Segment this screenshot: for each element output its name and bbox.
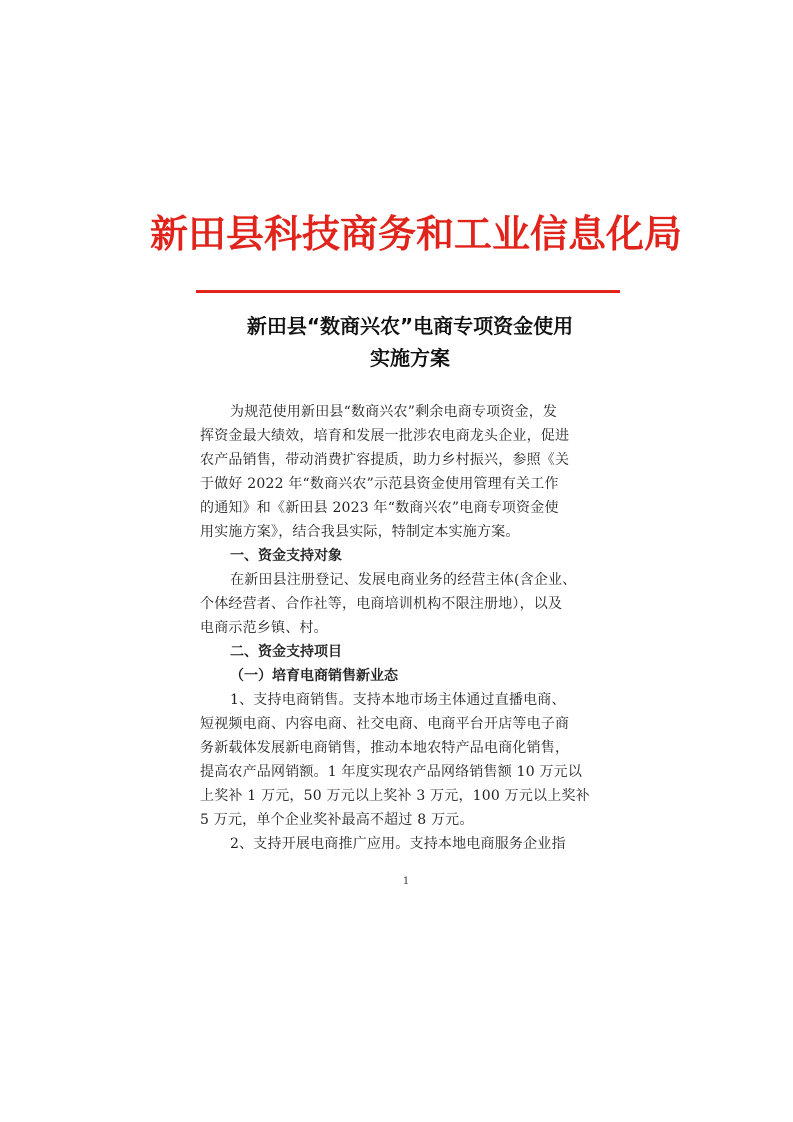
intro-line: 为规范使用新田县“数商兴农”剩余电商专项资金，发: [230, 404, 558, 420]
section-2-item-1-line: 5 万元，单个企业奖补最高不超过 8 万元。: [200, 812, 474, 828]
section-2-item-2-line: 2、支持开展电商推广应用。支持本地电商服务企业指: [230, 836, 566, 852]
section-1-line: 电商示范乡镇、村。: [200, 620, 328, 636]
section-2-item-1-line: 务新载体发展新电商销售，推动本地农特产品电商化销售，: [200, 740, 570, 756]
intro-line: 挥资金最大绩效，培育和发展一批涉农电商龙头企业，促进: [200, 428, 570, 444]
document-title: [190, 310, 630, 374]
document-title-line-1: 新田县“数商兴农”电商专项资金使用: [246, 314, 574, 338]
section-1-line: 个体经营者、合作社等，电商培训机构不限注册地），以及: [200, 596, 563, 612]
red-divider-line: [196, 290, 620, 293]
document-title-line-2: 实施方案: [370, 346, 450, 370]
intro-line: 农产品销售，带动消费扩容提质，助力乡村振兴，参照《关: [200, 452, 570, 468]
intro-line: 的通知》和《新田县 2023 年“数商兴农”电商专项资金使: [200, 500, 559, 516]
intro-line: 用实施方案》，结合我县实际，特制定本实施方案。: [200, 524, 520, 540]
section-1-paragraph: [200, 568, 620, 640]
section-2-heading: 二、资金支持项目: [230, 644, 342, 660]
issuing-organization-header: 新田县科技商务和工业信息化局: [150, 212, 683, 256]
section-2-item-1-line: 短视频电商、内容电商、社交电商、电商平台开店等电子商: [200, 716, 570, 732]
section-1-line: 在新田县注册登记、发展电商业务的经营主体(含企业、: [230, 572, 577, 588]
section-2-item-1-paragraph: [200, 688, 620, 832]
section-2-subheading: （一）培育电商销售新业态: [230, 668, 398, 684]
document-body: [200, 400, 620, 856]
intro-line: 于做好 2022 年“数商兴农”示范县资金使用管理有关工作: [200, 476, 559, 492]
section-2-item-2-paragraph: [200, 832, 620, 856]
page-number: 1: [402, 876, 410, 887]
section-2-item-1-line: 上奖补 1 万元，50 万元以上奖补 3 万元，100 万元以上奖补: [200, 788, 590, 804]
intro-paragraph: [200, 400, 620, 544]
section-2-item-1-line: 提高农产品网销额。1 年度实现农产品网络销售额 10 万元以: [200, 764, 583, 780]
section-2-item-1-line: 1、支持电商销售。支持本地市场主体通过直播电商、: [230, 692, 566, 708]
section-1-heading: 一、资金支持对象: [230, 548, 342, 564]
